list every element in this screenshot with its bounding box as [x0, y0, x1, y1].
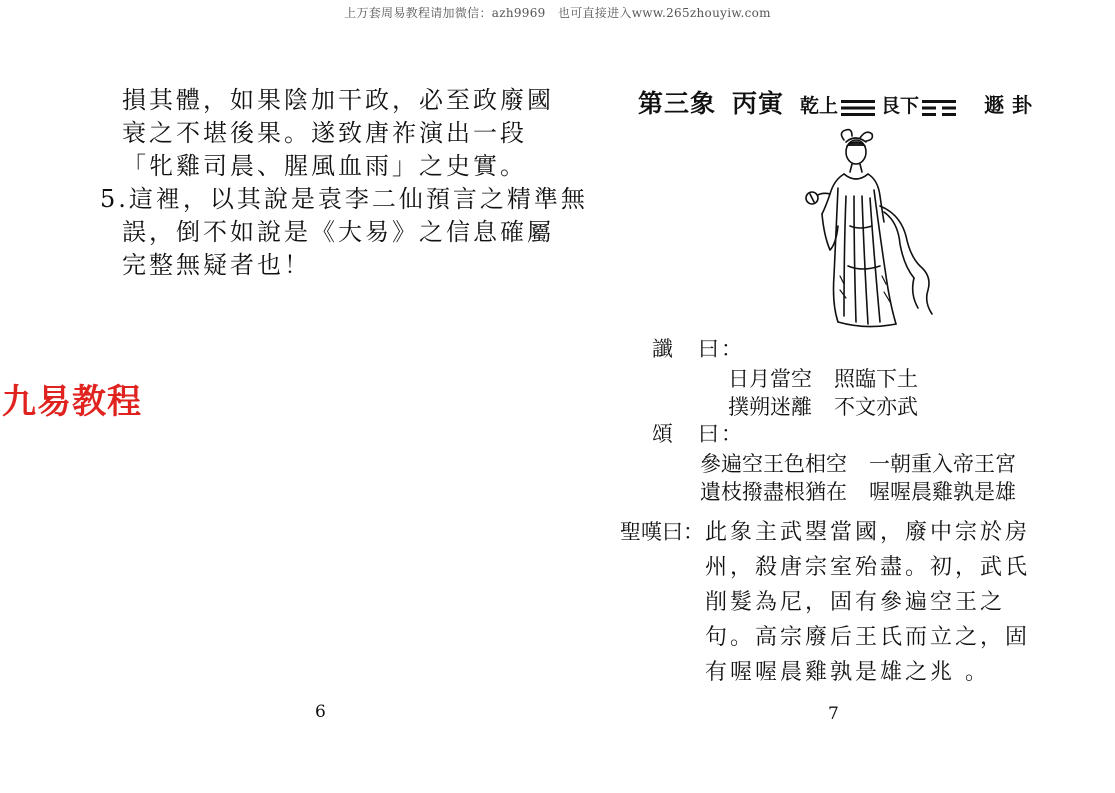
- brand-stamp: 九易教程: [2, 382, 142, 422]
- text-line: 誤，倒不如說是《大易》之信息確屬: [122, 218, 554, 246]
- chen-line-1: [728, 363, 918, 393]
- gen-trigram-icon: [922, 98, 956, 118]
- commentary-text: [705, 515, 1055, 690]
- gua-name: 遯卦: [984, 93, 1041, 117]
- verse-phrase: 不文亦武: [834, 395, 918, 419]
- verse-phrase: 遺枝撥盡根猶在: [700, 480, 847, 504]
- text-line: 「牝雞司晨、腥風血雨」之史實。: [122, 152, 527, 180]
- text-line: 有喔喔晨雞孰是雄之兆 。: [705, 660, 990, 685]
- verse-phrase: 撲朔迷離: [728, 395, 812, 419]
- verse-phrase: 日月當空: [728, 367, 812, 391]
- item-5-line: 5.這裡，以其說是袁李二仙預言之精準無: [100, 185, 588, 213]
- text-line: 削髮為尼，固有參遍空王之: [705, 590, 1006, 615]
- verse-phrase: 一朝重入帝王宮: [869, 452, 1016, 476]
- lower-trigram-label: 艮下: [881, 95, 920, 117]
- song-line-1: [700, 448, 1016, 478]
- text-line: 州，殺唐宗室殆盡。初，武氏: [705, 555, 1031, 580]
- verse-phrase: 喔喔晨雞孰是雄: [869, 480, 1016, 504]
- xiang-number: 第三象: [638, 89, 717, 118]
- chen-line-2: [728, 391, 918, 421]
- figure-title: [638, 84, 1040, 120]
- ganzhi: 丙寅: [732, 89, 785, 118]
- left-page-text: [100, 84, 588, 282]
- verse-phrase: 參遍空王色相空: [700, 452, 847, 476]
- watermark-banner: 上万套周易教程请加微信：azh9969 也可直接进入www.265zhouyiw.com: [344, 6, 771, 20]
- woman-figure-illustration: [800, 126, 940, 331]
- chen-label: 讖 曰：: [652, 337, 744, 361]
- text-line: 損其體，如果陰加干政，必至政廢國: [122, 86, 554, 114]
- verse-phrase: 照臨下土: [834, 367, 918, 391]
- text-line: 完整無疑者也！: [122, 251, 311, 279]
- text-line: 句。高宗廢后王氏而立之，固: [705, 625, 1031, 650]
- left-page-number: 6: [315, 702, 326, 722]
- commentary-label: 聖嘆曰：: [620, 520, 704, 544]
- song-line-2: [700, 476, 1016, 506]
- song-label: 頌 曰：: [652, 422, 744, 446]
- right-page-number: 7: [828, 704, 839, 724]
- text-line: 此象主武曌當國，廢中宗於房: [705, 520, 1031, 545]
- text-line: 衰之不堪後果。遂致唐祚演出一段: [122, 119, 527, 147]
- qian-trigram-icon: [841, 98, 875, 118]
- upper-trigram-label: 乾上: [800, 95, 839, 117]
